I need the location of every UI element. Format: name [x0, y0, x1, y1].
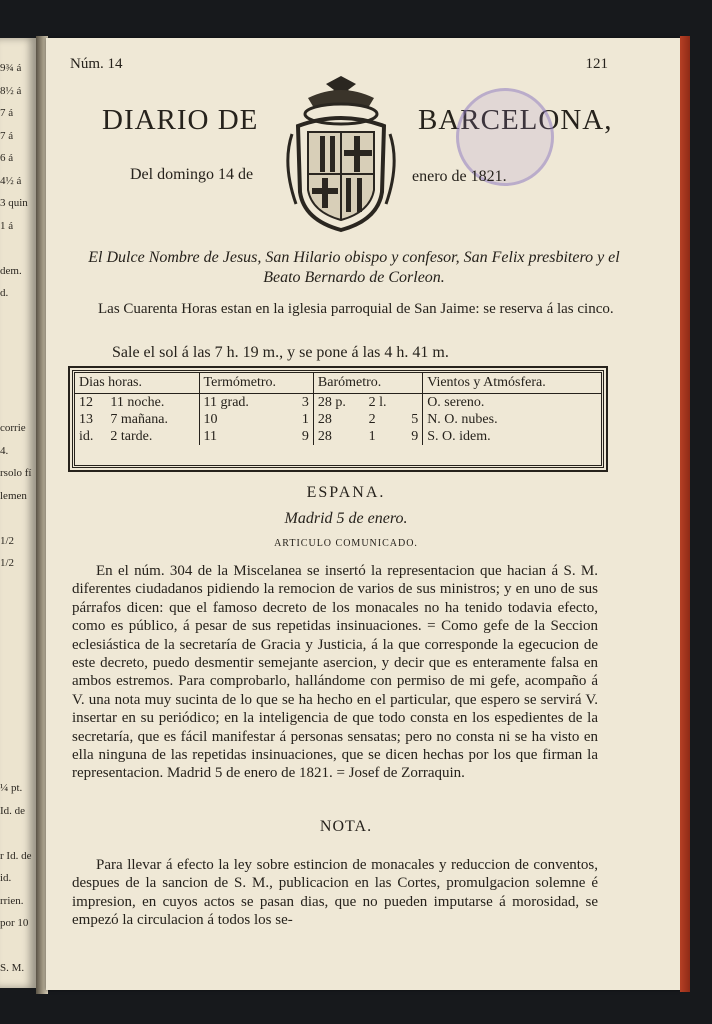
- col-header-winds: Vientos y Atmósfera.: [423, 373, 601, 394]
- left-page-fragment: 8½ á: [0, 84, 22, 97]
- cell-baro-inches: 28: [313, 428, 364, 445]
- forty-hours-notice: Las Cuarenta Horas estan en la iglesia parroquial de San Jaime: se reserva á las cinco.: [98, 301, 614, 317]
- table-row: [75, 394, 601, 412]
- cell-wind: O. sereno.: [423, 394, 601, 412]
- cell-day: 13: [79, 412, 93, 427]
- cell-thermo: 9: [301, 429, 309, 444]
- left-page-fragment: rsolo fí: [0, 467, 32, 479]
- left-page-fragment: rrien.: [0, 894, 24, 907]
- left-page-fragment: 9¾ á: [0, 62, 22, 74]
- col-header-days: Dias horas.: [75, 373, 199, 394]
- cell-thermo: 1: [301, 412, 309, 427]
- col-header-barometer: Barómetro.: [313, 373, 422, 394]
- left-page-fragment: dem.: [0, 264, 22, 277]
- cell-baro-lines: 2: [368, 412, 376, 427]
- cell-thermo-grad: 11 grad.: [199, 394, 288, 412]
- left-page-fragment: por 10: [0, 917, 29, 929]
- nota-heading: NOTA.: [319, 818, 373, 835]
- left-page-fragment: 1 á: [0, 219, 14, 232]
- masthead-title-right: BARCELONA,: [418, 104, 613, 136]
- coat-of-arms-emblem: [278, 74, 404, 236]
- left-page-fragment: 4.: [0, 444, 9, 457]
- cell-day: 12: [79, 395, 93, 410]
- section-heading: ESPANA.: [306, 484, 386, 501]
- left-page-fragment: 6 á: [0, 152, 14, 164]
- left-page-fragment: ¼ pt.: [0, 782, 23, 794]
- left-page-fragment: lemen: [0, 489, 27, 502]
- nota-body: Para llevar á efecto la ley sobre estincion de monacales y reduccion de conventos, despues de la sancion de S. M., publicacion en las Cortes, promulgacion solemne é impresion, en cuyos actos se pasan dias, que no pueden imputarse á morosidad, se empezó la circulacion á todos los se-: [72, 857, 598, 929]
- dateline: Madrid 5 de enero.: [284, 510, 408, 527]
- weather-table: [72, 370, 604, 468]
- cell-baro-inches: 28: [313, 411, 364, 428]
- left-page-fragment: d.: [0, 287, 9, 299]
- cell-baro-fraction: 9: [411, 429, 419, 444]
- page-edge: [680, 36, 690, 992]
- date-line-right: enero de 1821.: [412, 168, 507, 185]
- newspaper-page: [46, 38, 680, 990]
- left-page-fragment: 7 á: [0, 107, 14, 119]
- table-row: [75, 428, 601, 445]
- previous-page-strip: [0, 38, 36, 988]
- left-page-fragment: id.: [0, 872, 12, 884]
- left-page-fragment: Id. de: [0, 804, 26, 817]
- article-body: En el núm. 304 de la Miscelanea se insertó la representacion que hacian á S. M. diferentes ciudadanos pidiendo la remocion de varios de sus ministros; y en uno de sus párrafos dicen: que el famoso decreto de los monacales no ha tenido todavia efecto, como es público, á pesar de sus repetidas insinuaciones. = Como gefe de la Seccion eclesiástica de la secretaría de Gracia y Justicia, á la que corresponde la egecucion de este decreto, puedo desmentir semejante asercion, y decir que es enteramente falsa en ambos estremos. Para comprobarlo, hallándome con permiso de mi gefe, acompaño á V. una nota muy sucinta de lo que se ha hecho en el particular, que espero se servirá V. insertar en su periódico; en la inteligencia de que todo consta en los espedientes de la secretaría, que es fácil manifestar á personas sensatas; pero no consta ni se ha visto en ella ninguna de las repetidas insinuaciones, que se dicen hechas por los que firman la representacion. Madrid 5 de enero de 1821. = Josef de Zorraquin.: [72, 563, 598, 782]
- cell-wind: S. O. idem.: [423, 428, 601, 445]
- cell-baro-lines: 2 l.: [368, 395, 387, 410]
- page-number: 121: [585, 56, 608, 72]
- cell-hour: 7 mañana.: [110, 412, 168, 427]
- table-row: [75, 411, 601, 428]
- left-page-fragment: 1/2: [0, 557, 15, 569]
- cell-baro-fraction: 5: [411, 412, 419, 427]
- cell-thermo-grad: 11: [199, 428, 288, 445]
- left-page-fragment: 3 quin: [0, 197, 28, 209]
- col-header-thermometer: Termómetro.: [199, 373, 313, 394]
- cell-baro-inches: 28 p.: [313, 394, 364, 412]
- cell-baro-lines: 1: [368, 429, 376, 444]
- left-page-fragment: corrie: [0, 422, 26, 434]
- cell-thermo-grad: 10: [199, 411, 288, 428]
- left-page-fragment: r Id. de: [0, 849, 32, 862]
- cell-hour: 2 tarde.: [110, 429, 153, 444]
- cell-day: id.: [79, 429, 94, 444]
- sunrise-sunset: Sale el sol á las 7 h. 19 m., y se pone á las 4 h. 41 m.: [112, 344, 449, 361]
- cell-thermo: 3: [301, 395, 309, 410]
- issue-number: Núm. 14: [70, 56, 123, 72]
- cell-wind: N. O. nubes.: [423, 411, 601, 428]
- cell-baro-fraction: [401, 394, 423, 412]
- left-page-fragment: 1/2: [0, 534, 15, 547]
- left-page-fragment: 7 á: [0, 129, 14, 142]
- saints-of-the-day: El Dulce Nombre de Jesus, San Hilario obispo y confesor, San Felix presbitero y el Beato Bernardo de Corleon.: [88, 249, 620, 286]
- cell-hour: 11 noche.: [110, 395, 165, 410]
- left-page-fragment: 4½ á: [0, 174, 22, 187]
- article-subheading: ARTICULO COMUNICADO.: [274, 538, 418, 549]
- masthead-title-left: DIARIO DE: [102, 104, 259, 136]
- date-line-left: Del domingo 14 de: [130, 166, 254, 183]
- left-page-fragment: S. M.: [0, 962, 25, 974]
